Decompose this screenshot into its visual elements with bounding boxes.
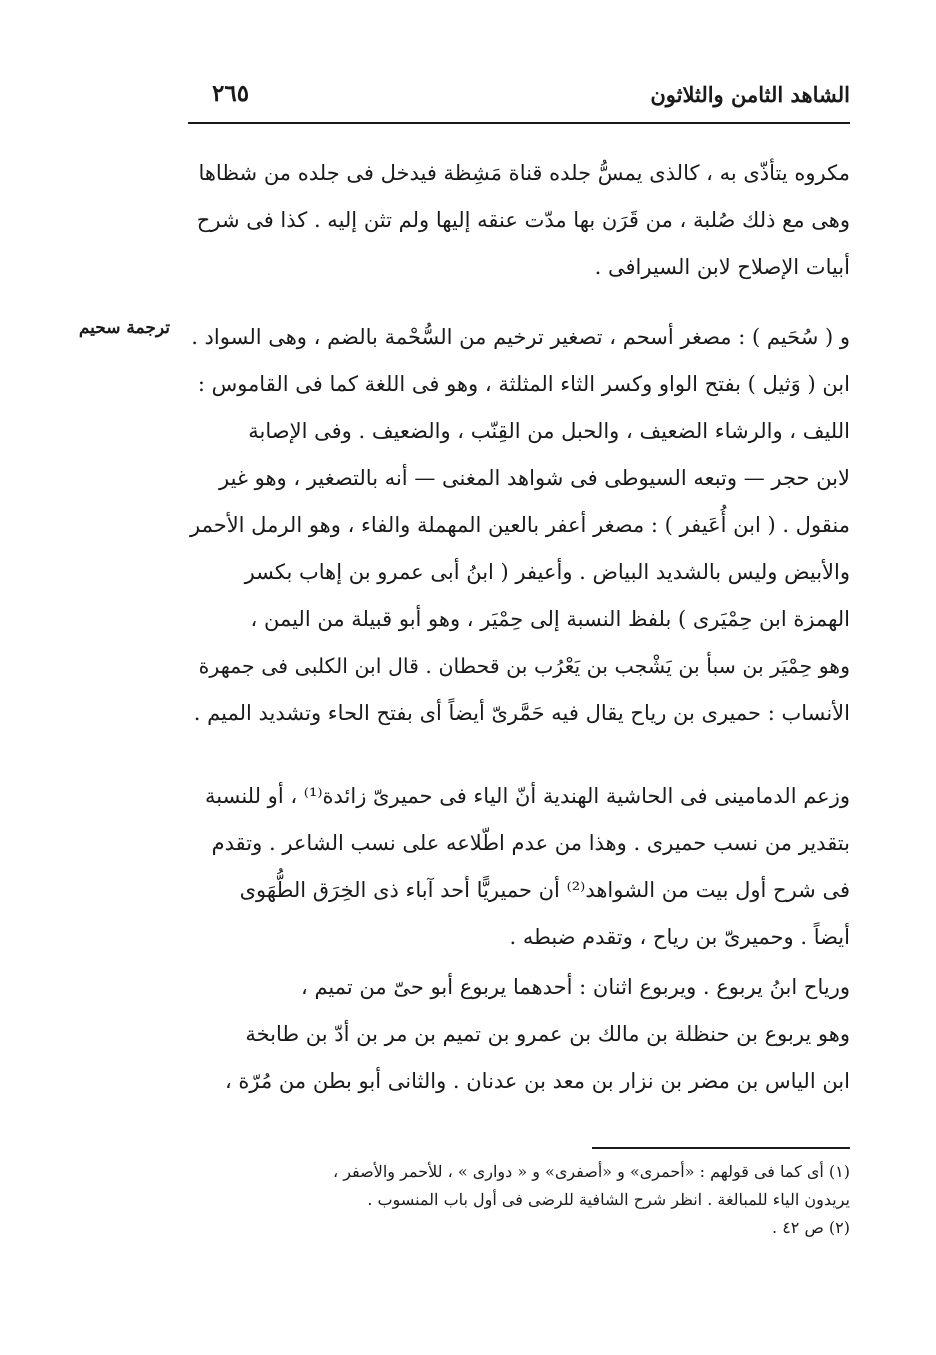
page-number: ٢٦٥ (212, 80, 250, 107)
footnote-line: يريدون الياء للمبالغة . انظر شرح الشافية للرضى فى أول باب المنسوب . (367, 1190, 850, 1209)
text-line: أبيات الإصلاح لابن السيرافى . (594, 255, 850, 279)
paragraph (188, 964, 850, 1105)
text-line: الهمزة ابن حِمْيَرى ) بلفظ النسبة إلى حِمْيَر ، وهو أبو قبيلة من اليمن ، (250, 607, 850, 631)
text-line: والأبيض وليس بالشديد البياض . وأعيفر ( ابنُ أبى عمرو بن إهاب بكسر (244, 560, 850, 584)
text-line: مكروه يتأذّى به ، كالذى يمسُّ جلده قناة مَشِظة فيدخل فى جلده من شظاها (198, 161, 850, 185)
text-line: ابن ( وَثيل ) بفتح الواو وكسر الثاء المثلثة ، وهو فى اللغة كما فى القاموس : (197, 372, 850, 396)
paragraph (188, 150, 850, 291)
running-title: الشاهد الثامن والثلاثون (650, 82, 850, 107)
paragraph (188, 314, 850, 737)
text-line: أيضاً . وحميرىّ بن رياح ، وتقدم ضبطه . (509, 925, 850, 949)
text-line: لابن حجر — وتبعه السيوطى فى شواهد المغنى — أنه بالتصغير ، وهو غير (219, 466, 850, 490)
text-line: وهى مع ذلك صُلبة ، من قَرَن بها مدّت عنقه إليها ولم تثن إليه . كذا فى شرح (196, 208, 850, 232)
text-line: ورياح ابنُ يربوع . ويربوع اثنان : أحدهما يربوع أبو حىّ من تميم ، (301, 975, 850, 999)
text-line: الأنساب : حميرى بن رياح يقال فيه حَمَّرىّ أيضاً أى بفتح الحاء وتشديد الميم . (193, 701, 850, 725)
text-line: فى شرح أول بيت من الشواهد⁽²⁾ أن حميريًّا أحد آباء ذى الخِرَق الطُّهَوى (239, 878, 850, 902)
text-line: وزعم الدمامينى فى الحاشية الهندية أنّ الياء فى حميرىّ زائدة⁽¹⁾ ، أو للنسبة (204, 784, 850, 808)
footnote-line: (٢) ص ٤٢ . (772, 1218, 850, 1237)
text-line: ابن الياس بن مضر بن نزار بن معد بن عدنان . والثانى أبو بطن من مُرّة ، (224, 1069, 850, 1093)
footnote-line: (١) أى كما فى قولهم : «أحمرى» و «أصفرى» و « دوارى » ، للأحمر والأصفر ، (332, 1162, 850, 1181)
header-rule (188, 122, 850, 124)
footnote-rule (592, 1147, 850, 1149)
text-line: وهو يربوع بن حنظلة بن مالك بن عمرو بن تميم بن مر بن أدّ بن طابخة (245, 1022, 850, 1046)
text-line: وهو حِمْيَر بن سبأ بن يَشْجب بن يَعْرُب بن قحطان . قال ابن الكلبى فى جمهرة (198, 654, 850, 678)
paragraph (188, 773, 850, 961)
margin-note: ترجمة سحيم (78, 318, 170, 338)
footnotes (188, 1158, 850, 1242)
page-header (188, 78, 850, 118)
text-line: الليف ، والرشاء الضعيف ، والحبل من القِنّب ، والضعيف . وفى الإصابة (248, 419, 850, 443)
text-line: منقول . ( ابن أُعَيفر ) : مصغر أعفر بالعين المهملة والفاء ، وهو الرمل الأحمر (189, 513, 850, 537)
text-line: و ( سُحَيم ) : مصغر أسحم ، تصغير ترخيم من السُّحْمة بالضم ، وهى السواد . (191, 325, 850, 349)
text-line: بتقدير من نسب حميرى . وهذا من عدم اطّلاعه على نسب الشاعر . وتقدم (211, 831, 850, 855)
